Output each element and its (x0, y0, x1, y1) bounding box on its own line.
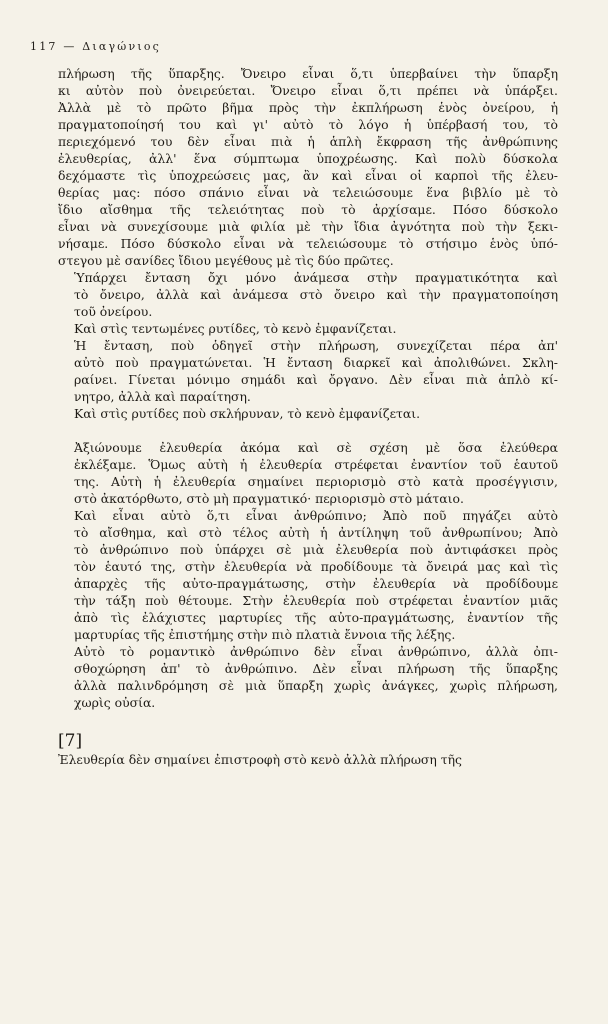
section-first-line (58, 751, 558, 768)
text-line: σθοχώρηση ἀπ' τὸ ἀνθρώπινο. Δὲν εἶναι πλήρωση τῆς ὕπαρξης (74, 661, 558, 676)
running-header (30, 40, 161, 53)
paragraph (58, 507, 558, 643)
paragraph (58, 337, 558, 405)
text-line: Αὐτὸ τὸ ρομαντικὸ ἀνθρώπινο δὲν εἶναι ἀνθρώπινο, ἀλλὰ ὀπι- (74, 644, 558, 659)
paragraph-list (58, 65, 558, 711)
text-line: τὸ αἴσθημα, καὶ στὸ τέλος αὐτὴ ἡ ἀντίληψη τοῦ ἀνθρωπίνου; Ἀπὸ (74, 525, 558, 540)
text-line: θερίας μας: πόσο σπάνιο εἶναι νὰ τελειώσουμε ἕνα βιβλίο μὲ τὸ (58, 185, 558, 200)
text-line: τοῦ ὀνείρου. (74, 304, 153, 319)
text-line: νητρο, ἀλλὰ καὶ παραίτηση. (74, 389, 251, 404)
text-line: ἀπαρχὲς τῆς αὐτο-πραγμάτωσης, στὴν ἐλευθερία νὰ προδίδουμε (74, 576, 558, 591)
text-line: Καὶ στὶς ρυτίδες ποὺ σκλήρυναν, τὸ κενὸ ἐμφανίζεται. (74, 406, 421, 421)
text-line: Ἀξιώνουμε ἐλευθερία ἀκόμα καὶ σὲ σχέση μὲ ὅσα ἐλεύθερα (74, 440, 558, 455)
text-line: ἴδιο αἴσθημα τῆς τελειότητας ποὺ τὸ ἀρχίσαμε. Πόσο δύσκολο (58, 202, 558, 217)
text-line: Ἡ ἔνταση, ποὺ ὁδηγεῖ στὴν πλήρωση, συνεχίζεται πέρα ἀπ' (74, 338, 558, 353)
text-line: νήσαμε. Πόσο δύσκολο εἶναι νὰ τελειώσουμε τὸ στήσιμο ἑνὸς ὑπό- (58, 236, 558, 251)
text-line: Καὶ εἶναι αὐτὸ ὅ,τι εἶναι ἀνθρώπινο; Ἀπὸ ποῦ πηγάζει αὐτὸ (74, 508, 558, 523)
paragraph (58, 439, 558, 507)
text-line: αὐτὸ ποὺ πραγματώνεται. Ἡ ἔνταση διαρκεῖ καὶ ἀπολιθώνει. Σκλη- (74, 355, 558, 370)
text-line: εἶναι νὰ συνεχίσουμε μιὰ φιλία μὲ τὴν ἴδια ἀγνότητα ποὺ τὴν ξεκι- (58, 219, 558, 234)
section-marker: [7] (58, 731, 83, 751)
text-line: Ἐλευθερία δὲν σημαίνει ἐπιστροφὴ στὸ κενὸ ἀλλὰ πλήρωση τῆς (58, 752, 462, 767)
paragraph (58, 405, 558, 422)
paragraph (58, 65, 558, 269)
text-line: πραγματοποίησή του καὶ γι' αὐτὸ τὸ λόγο ἡ ὑπέρβασή του, τὸ (58, 117, 558, 132)
book-title: Διαγώνιος (82, 40, 162, 53)
header-dash: — (63, 40, 77, 53)
text-line: τὸ ἀνθρώπινο ποὺ ὑπάρχει σὲ μιὰ ἐλευθερία ποὺ ἀντιφάσκει πρὸς (74, 542, 558, 557)
text-line: ἀπὸ τὶς ἐλάχιστες μαρτυρίες τῆς αὐτο-πραγμάτωσης, ἐναντίον τῆς (74, 610, 558, 625)
text-line: χωρὶς οὐσία. (74, 695, 156, 710)
text-line: πλήρωση τῆς ὕπαρξης. Ὄνειρο εἶναι ὅ,τι ὑπερβαίνει τὴν ὕπαρξη (58, 66, 558, 81)
text-line: Ὑπάρχει ἔνταση ὄχι μόνο ἀνάμεσα στὴν πραγματικότητα καὶ (74, 270, 558, 285)
text-line: τὸν ἑαυτό της, στὴν ἐλευθερία νὰ προδίδουμε τὰ ὄνειρά μας καὶ τὶς (74, 559, 558, 574)
text-line: περιεχόμενό του δὲν εἶναι πιὰ ἡ ἁπλὴ ἔκφραση τῆς ἀνθρώπινης (58, 134, 558, 149)
text-line: ἐκλέξαμε. Ὅμως αὐτὴ ἡ ἐλευθερία στρέφεται ἐναντίον τοῦ ἑαυτοῦ (74, 457, 558, 472)
text-line: μαρτυρίας τῆς ἐπιστήμης στὴν πιὸ πλατιὰ ἔννοια τῆς λέξης. (74, 627, 456, 642)
text-line: Ἀλλὰ μὲ τὸ πρῶτο βῆμα πρὸς τὴν ἐκπλήρωση ἑνὸς ὀνείρου, ἡ (58, 100, 558, 115)
text-line: τὴν τάξη ποὺ θέτουμε. Στὴν ἐλευθερία ποὺ στρέφεται ἐναντίον μιᾶς (74, 593, 558, 608)
body-text (58, 65, 558, 768)
text-line: τὸ ὄνειρο, ἀλλὰ καὶ ἀνάμεσα στὸ ὄνειρο καὶ τὴν πραγματοποίηση (74, 287, 558, 302)
text-line: κι αὐτὸν ποὺ ὀνειρεύεται. Ὄνειρο εἶναι ὅ,τι πρέπει νὰ ὑπάρξει. (58, 83, 558, 98)
paragraph (58, 269, 558, 320)
text-line: Καὶ στὶς τεντωμένες ρυτίδες, τὸ κενὸ ἐμφανίζεται. (74, 321, 397, 336)
text-line: στὸ ἀκατόρθωτο, στὸ μὴ πραγματικό· περιορισμὸ στὸ μάταιο. (74, 491, 464, 506)
text-line: ἀλλὰ παλινδρόμηση σὲ μιὰ ὕπαρξη χωρὶς ἀνάγκες, χωρὶς πλήρωση, (74, 678, 558, 693)
text-line: ραίνει. Γίνεται μόνιμο σημάδι καὶ ὄργανο. Δὲν εἶναι πιὰ ἁπλὸ κί- (74, 372, 558, 387)
paragraph (58, 643, 558, 711)
text-line: ἐλευθερίας, ἀλλ' ἕνα σύμπτωμα ὑποχρέωσης. Καὶ πολὺ δύσκολα (58, 151, 558, 166)
page-number: 117 (30, 40, 58, 53)
text-line: της. Αὐτὴ ἡ ἐλευθερία σημαίνει περιορισμὸ στὸ κατὰ προσέγγισιν, (74, 474, 558, 489)
text-line: δεχόμαστε τὶς ὑποχρεώσεις μας, ἂν καὶ εἶναι οἱ καρποὶ τῆς ἐλευ- (58, 168, 558, 183)
text-line: στεγου μὲ σανίδες ἴδιου μεγέθους μὲ τὶς δύο πρῶτες. (58, 253, 394, 268)
paragraph (58, 320, 558, 337)
